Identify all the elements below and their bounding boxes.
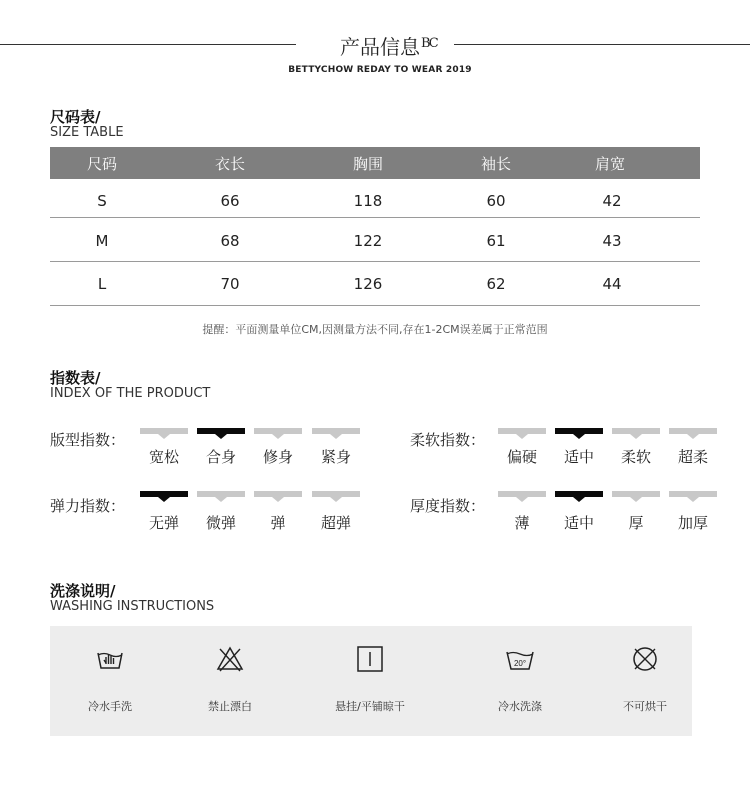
wash-temp: 20° <box>513 659 527 668</box>
wash-section-title: 洗涤说明/ <box>50 582 116 600</box>
size-section-title: 尺码表/ <box>50 108 101 126</box>
wash-panel <box>50 626 692 736</box>
index-marker <box>612 428 660 434</box>
index-label: 版型指数： <box>50 431 126 449</box>
index-label: 柔软指数： <box>410 431 486 449</box>
page-subtitle: BETTYCHOW REDAY TO WEAR 2019 <box>288 65 472 75</box>
no-bleach-icon <box>215 644 245 674</box>
index-option: 适中 <box>563 514 594 532</box>
index-option: 偏硬 <box>506 448 537 466</box>
header-line-right <box>454 44 750 45</box>
index-marker <box>498 428 546 434</box>
cell-shoulder: 44 <box>602 275 622 293</box>
wash-item-hand-wash <box>50 626 170 736</box>
header-cell-sleeve: 袖长 <box>480 155 511 173</box>
index-option: 超柔 <box>677 448 708 466</box>
cell-length: 68 <box>220 232 240 250</box>
index-option: 修身 <box>262 448 293 466</box>
header-cell-length: 衣长 <box>214 155 245 173</box>
index-option: 薄 <box>514 514 530 532</box>
wash-item-no-tumble-dry <box>585 626 705 736</box>
wash-label: 禁止漂白 <box>208 700 252 713</box>
index-marker <box>669 491 717 497</box>
cell-sleeve: 62 <box>486 275 506 293</box>
index-marker <box>312 491 360 497</box>
index-option: 超弹 <box>320 514 351 532</box>
index-marker-selected <box>555 491 603 497</box>
hand-wash-icon <box>95 644 125 674</box>
index-option: 无弹 <box>148 514 179 532</box>
index-marker-selected <box>555 428 603 434</box>
index-section-title: 指数表/ <box>50 369 101 387</box>
index-marker <box>312 428 360 434</box>
index-option: 紧身 <box>320 448 351 466</box>
index-marker <box>140 428 188 434</box>
wash-label: 悬挂/平铺晾干 <box>335 700 405 713</box>
index-marker <box>669 428 717 434</box>
cell-size: M <box>95 232 109 250</box>
index-marker <box>612 491 660 497</box>
wash-label: 不可烘干 <box>623 700 667 713</box>
cell-bust: 122 <box>353 232 383 250</box>
cell-length: 66 <box>220 192 240 210</box>
no-tumble-dry-icon <box>630 644 660 674</box>
wash-section-subtitle: WASHING INSTRUCTIONS <box>50 599 215 614</box>
cell-size: S <box>97 192 107 210</box>
index-marker <box>197 491 245 497</box>
size-section-subtitle: SIZE TABLE <box>50 125 124 140</box>
wash-label: 冷水手洗 <box>88 700 132 713</box>
cell-shoulder: 43 <box>602 232 622 250</box>
header-cell-bust: 胸围 <box>352 155 383 173</box>
index-marker-selected <box>197 428 245 434</box>
index-marker <box>498 491 546 497</box>
size-table-header <box>50 147 700 179</box>
wash-label: 冷水洗涤 <box>498 700 542 713</box>
cell-sleeve: 61 <box>486 232 506 250</box>
index-option: 微弹 <box>205 514 236 532</box>
brand-logo: BC <box>421 36 437 51</box>
index-marker <box>254 491 302 497</box>
wash-item-cold-wash <box>460 626 580 736</box>
cell-bust: 118 <box>353 192 383 210</box>
index-option: 宽松 <box>148 448 179 466</box>
wash-item-no-bleach <box>170 626 290 736</box>
index-label: 弹力指数： <box>50 497 126 515</box>
wash-item-hang-dry <box>310 626 430 736</box>
header-cell-size: 尺码 <box>86 155 117 173</box>
index-label: 厚度指数： <box>410 497 486 515</box>
index-option: 弹 <box>270 514 286 532</box>
header-cell-shoulder: 肩宽 <box>594 155 625 173</box>
index-option: 厚 <box>628 514 644 532</box>
cell-length: 70 <box>220 275 240 293</box>
page-title: 产品信息 <box>340 35 420 59</box>
index-option: 加厚 <box>677 514 708 532</box>
index-option: 适中 <box>563 448 594 466</box>
index-section-subtitle: INDEX OF THE PRODUCT <box>50 386 211 401</box>
row-divider <box>50 305 700 306</box>
cell-sleeve: 60 <box>486 192 506 210</box>
cell-size: L <box>97 275 107 293</box>
measurement-note: 提醒：平面测量单位CM,因测量方法不同,存在1-2CM误差属于正常范围 <box>202 323 548 336</box>
row-divider <box>50 261 700 262</box>
index-option: 柔软 <box>620 448 651 466</box>
hang-dry-icon <box>355 644 385 674</box>
row-divider <box>50 217 700 218</box>
index-marker <box>254 428 302 434</box>
cold-wash-icon <box>500 644 540 674</box>
cell-bust: 126 <box>353 275 383 293</box>
cell-shoulder: 42 <box>602 192 622 210</box>
index-option: 合身 <box>205 448 236 466</box>
header-line-left <box>0 44 296 45</box>
index-marker-selected <box>140 491 188 497</box>
